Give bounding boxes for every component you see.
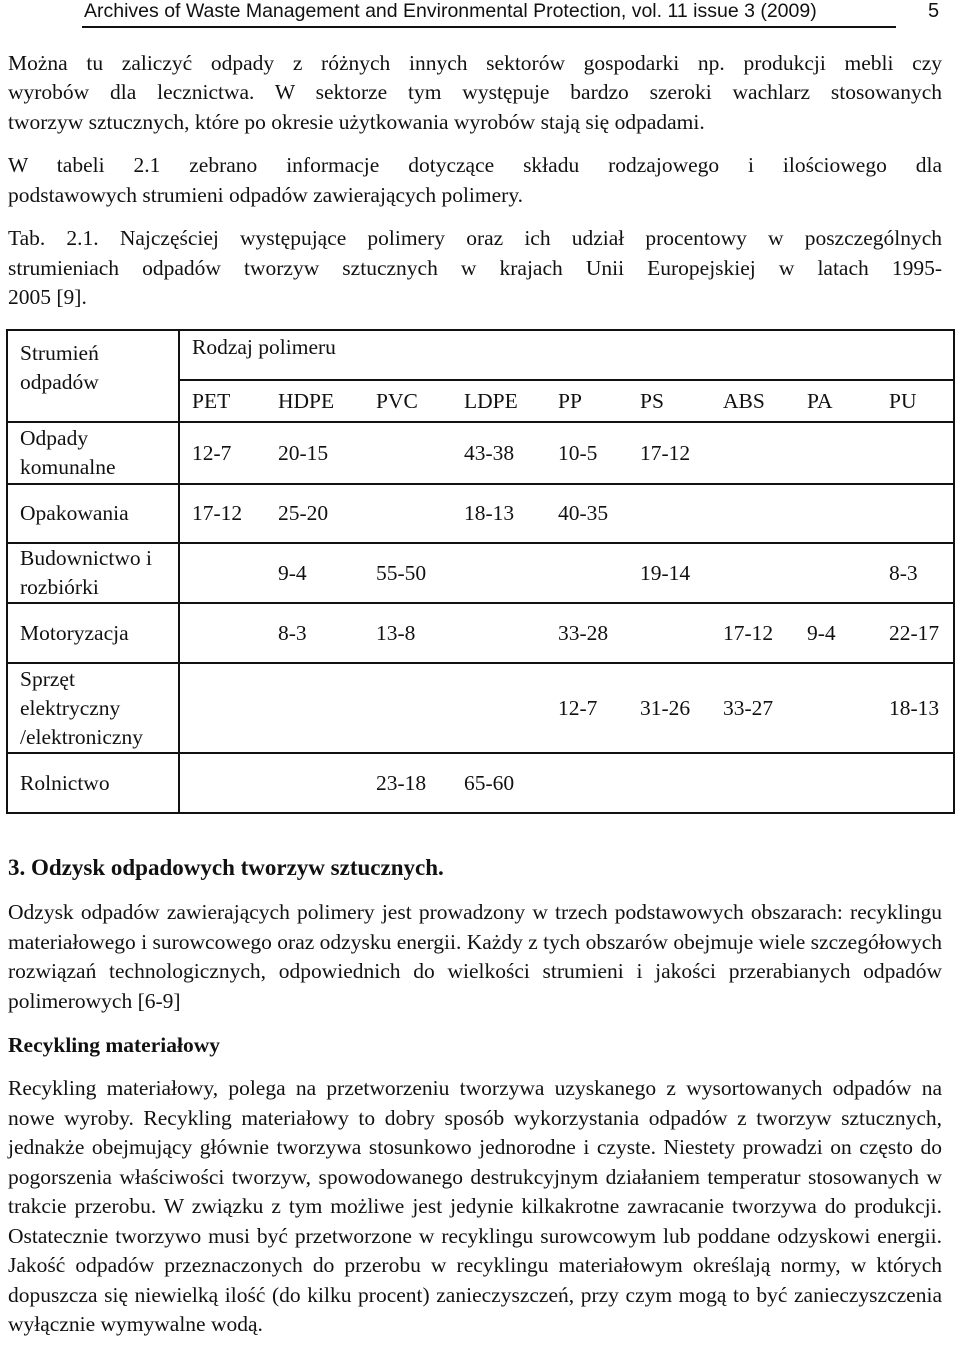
value-cell <box>711 484 795 543</box>
value-cell <box>179 603 266 663</box>
value-cell: 17-12 <box>711 603 795 663</box>
value-cell <box>628 753 711 813</box>
value-cell: 43-38 <box>452 422 546 484</box>
stream-name-cell: Odpady komunalne <box>7 422 179 484</box>
value-cell: 33-27 <box>711 663 795 753</box>
value-cell: 13-8 <box>364 603 452 663</box>
journal-title: Archives of Waste Management and Environmental Protection, vol. 11 issue 3 (2009) <box>84 0 817 22</box>
value-cell <box>711 753 795 813</box>
stream-name-cell: Sprzęt elektryczny /elektroniczny <box>7 663 179 753</box>
value-cell: 8-3 <box>266 603 364 663</box>
value-cell <box>877 422 954 484</box>
header-rule <box>82 26 896 28</box>
value-cell: 17-12 <box>628 422 711 484</box>
value-cell <box>795 422 877 484</box>
value-cell <box>266 663 364 753</box>
value-cell: 19-14 <box>628 543 711 603</box>
value-cell <box>795 753 877 813</box>
polymer-table <box>6 329 955 814</box>
value-cell: 55-50 <box>364 543 452 603</box>
value-cell <box>877 484 954 543</box>
page-number: 5 <box>928 0 940 22</box>
value-cell: 18-13 <box>877 663 954 753</box>
recovery-paragraph: Odzysk odpadów zawierających polimery jest prowadzony w trzech podstawowych obszarach: recyklingu materiałowego i surowcowego oraz odzysku energii. Każdy z tych obszarów obejmuje wiele szczegółowych rozwiązań technologicznych, odpowiednich do wielkości strumieni i jakości przerabianych odpadów polimerowych [6-9] <box>8 900 942 1013</box>
value-cell: 20-15 <box>266 422 364 484</box>
stream-name-cell: Motoryzacja <box>7 603 179 663</box>
stream-header-cell: Strumień odpadów <box>7 330 179 422</box>
value-cell <box>179 543 266 603</box>
table-row <box>7 753 954 813</box>
section-heading: 3. Odzysk odpadowych tworzyw sztucznych. <box>8 855 444 880</box>
table-caption-line-3: 2005 [9]. <box>8 285 87 309</box>
table-ref-line-2: podstawowych strumieni odpadów zawierających polimery. <box>8 183 524 207</box>
value-cell <box>711 543 795 603</box>
polymer-header: PS <box>628 380 711 422</box>
value-cell: 8-3 <box>877 543 954 603</box>
value-cell <box>877 753 954 813</box>
table-row <box>7 543 954 603</box>
value-cell: 10-5 <box>546 422 628 484</box>
running-header <box>0 0 960 28</box>
value-cell: 12-7 <box>179 422 266 484</box>
table-row <box>7 484 954 543</box>
recycling-paragraph: Recykling materiałowy, polega na przetworzeniu tworzywa uzyskanego z wysortowanych odpadów na nowe wyroby. Recykling materiałowy to dobry sposób wykorzystania odpadów z tworzyw sztucznych, jednakże obejmujący głównie tworzywa stosunkowo jednorodne i czyste. Niestety prowadzi on często do pogorszenia właściwości tworzyw, spowodowanego destrukcyjnym działaniem temperatur stosowanych w trakcie przerobu. W związku z tym możliwe jest jedynie kilkakrotne zawracanie tworzywa do produkcji. Ostatecznie tworzywo musi być przetworzone w recyklingu surowcowym lub poddane odzyskowi energii. Jakość odpadów przeznaczonych do przerobu w recyklingu materiałowym określają normy, w których dopuszcza się niewielką ilość (do kilku procent) zanieczyszczeń, przy czym mogą to być zanieczyszczenia wyłącznie wymywalne wodą. <box>8 1076 942 1336</box>
polymer-header-cell: Rodzaj polimeru <box>179 330 954 380</box>
polymer-header: PU <box>877 380 954 422</box>
value-cell <box>364 422 452 484</box>
value-cell: 40-35 <box>546 484 628 543</box>
stream-name-cell: Budownictwo i rozbiórki <box>7 543 179 603</box>
value-cell: 23-18 <box>364 753 452 813</box>
intro-line-2: wyrobów dla lecznictwa. W sektorze tym występuje bardzo szeroki wachlarz stosowanych <box>8 80 942 104</box>
value-cell <box>795 543 877 603</box>
table-caption-line-1: Tab. 2.1. Najczęściej występujące polimery oraz ich udział procentowy w poszczególnych <box>8 226 942 250</box>
value-cell <box>546 753 628 813</box>
table-row <box>7 603 954 663</box>
polymer-header: PVC <box>364 380 452 422</box>
stream-name-cell: Rolnictwo <box>7 753 179 813</box>
polymer-header: HDPE <box>266 380 364 422</box>
polymer-header: ABS <box>711 380 795 422</box>
intro-line-3: tworzyw sztucznych, które po okresie użytkowania wyrobów stają się odpadami. <box>8 110 705 134</box>
table-row <box>7 663 954 753</box>
value-cell <box>452 663 546 753</box>
value-cell <box>364 484 452 543</box>
value-cell <box>628 484 711 543</box>
intro-line-1: Można tu zaliczyć odpady z różnych innych sektorów gospodarki np. produkcji mebli czy <box>8 51 942 75</box>
table-row <box>7 422 954 484</box>
value-cell: 22-17 <box>877 603 954 663</box>
value-cell <box>795 663 877 753</box>
value-cell <box>628 603 711 663</box>
value-cell: 65-60 <box>452 753 546 813</box>
value-cell: 18-13 <box>452 484 546 543</box>
polymer-header: PA <box>795 380 877 422</box>
value-cell: 12-7 <box>546 663 628 753</box>
table-caption-line-2: strumieniach odpadów tworzyw sztucznych w krajach Unii Europejskiej w latach 1995- <box>8 256 942 280</box>
polymer-header: PP <box>546 380 628 422</box>
value-cell <box>452 603 546 663</box>
value-cell: 9-4 <box>795 603 877 663</box>
value-cell <box>452 543 546 603</box>
subheading-material-recycling: Recykling materiałowy <box>8 1033 220 1057</box>
value-cell: 33-28 <box>546 603 628 663</box>
value-cell <box>179 663 266 753</box>
table-ref-line-1: W tabeli 2.1 zebrano informacje dotyczące składu rodzajowego i ilościowego dla <box>8 153 942 177</box>
value-cell <box>364 663 452 753</box>
value-cell: 25-20 <box>266 484 364 543</box>
stream-name-cell: Opakowania <box>7 484 179 543</box>
value-cell <box>546 543 628 603</box>
polymer-header: PET <box>179 380 266 422</box>
value-cell: 17-12 <box>179 484 266 543</box>
value-cell <box>711 422 795 484</box>
value-cell <box>795 484 877 543</box>
value-cell: 31-26 <box>628 663 711 753</box>
value-cell <box>266 753 364 813</box>
polymer-header: LDPE <box>452 380 546 422</box>
value-cell: 9-4 <box>266 543 364 603</box>
value-cell <box>179 753 266 813</box>
